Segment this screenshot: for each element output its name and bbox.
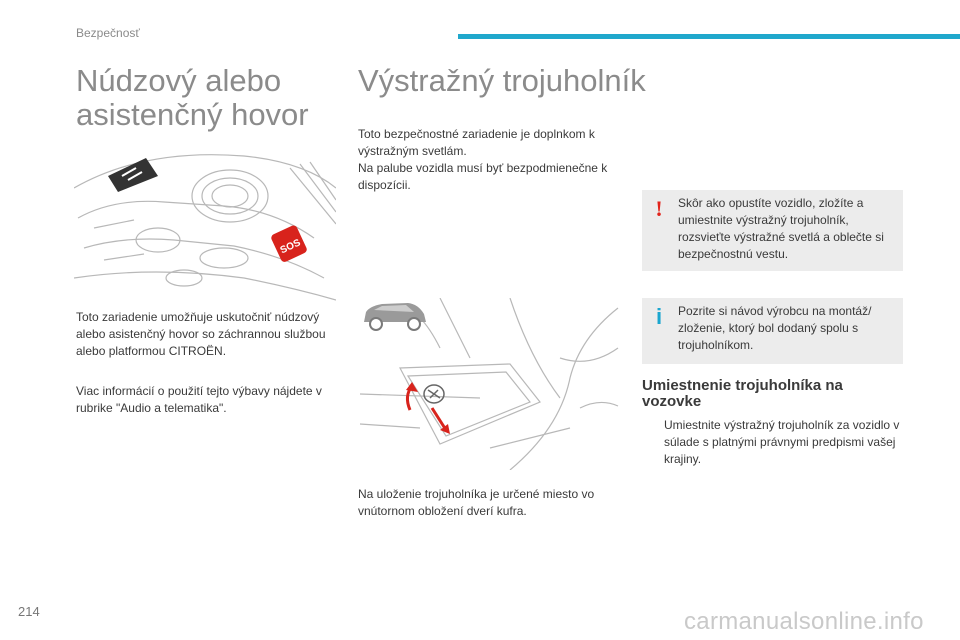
page-number: 214 [18, 604, 40, 619]
warning-triangle-intro [358, 126, 624, 194]
emergency-call-intro: Toto zariadenie umožňuje uskutočniť núdzový alebo asistenčný hovor so záchrannou službou alebo platformou CITROËN. [76, 310, 326, 358]
pull-arrow [432, 408, 446, 430]
warning-triangle-intro-line2: Na palube vozidla musí byť bezpodmienečne k dispozícii. [358, 161, 608, 192]
warning-note-text: Skôr ako opustíte vozidlo, zložíte a umiestnite výstražný trojuholník, rozsvieťte výstražné svetlá a oblečte si bezpečnostnú vestu. [678, 196, 884, 261]
emergency-call-title-line2: asistenčný hovor [76, 97, 309, 132]
info-note-text: Pozrite si návod výrobcu na montáž/ zloženie, ktorý bol dodaný spolu s trojuholníkom. [678, 304, 872, 352]
mode-button-shape [108, 158, 158, 192]
emergency-call-title [76, 64, 346, 132]
warning-triangle-title: Výstražný trojuholník [358, 63, 646, 98]
emergency-call-title-line1: Núdzový alebo [76, 63, 282, 98]
section-label: Bezpečnosť [76, 26, 140, 40]
info-note [642, 298, 903, 364]
watermark: carmanualsonline.info [684, 608, 924, 635]
car-silhouette-icon [360, 298, 430, 332]
header-accent-rule [458, 34, 960, 39]
overhead-console-illustration [74, 128, 336, 303]
placement-bullet-text: Umiestnite výstražný trojuholník za vozidlo v súlade s platnými právnymi predpismi vašej krajiny. [664, 418, 900, 466]
exclamation-icon: ! [655, 196, 663, 221]
triangle-storage-text: Na uloženie trojuholníka je určené miesto vo vnútornom obložení dverí kufra. [358, 487, 595, 518]
warning-triangle-intro-line1: Toto bezpečnostné zariadenie je doplnkom k výstražným svetlám. [358, 127, 595, 158]
info-icon: i [655, 304, 663, 329]
placement-heading: Umiestnenie trojuholníka na vozovke [642, 377, 843, 410]
sos-badge-label: SOS [278, 237, 303, 257]
emergency-call-more-info: Viac informácií o použití tejto výbavy nájdete v rubrike "Audio a telematika". [76, 384, 322, 415]
warning-note [642, 190, 903, 271]
